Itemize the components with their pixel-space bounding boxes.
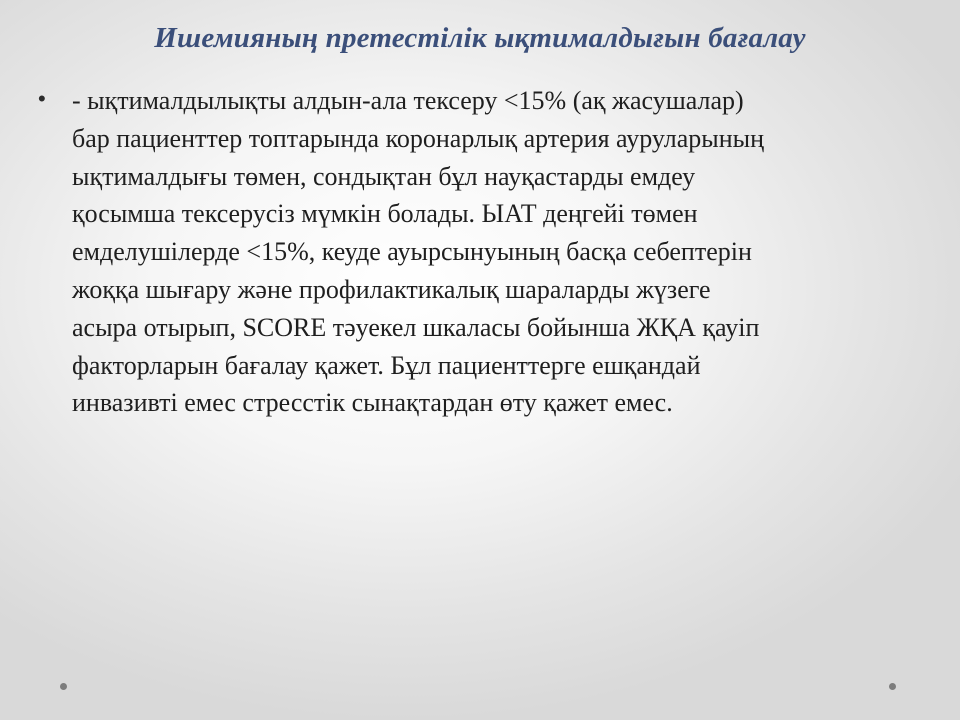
bullet-item — [38, 86, 918, 422]
bullet-line: - ықтималдылықты алдын-ала тексеру <15% (ақ жасушалар) — [72, 86, 744, 115]
decor-dot-icon — [60, 683, 67, 690]
slide-title: Ишемияның претестілік ықтималдығын бағалау — [154, 22, 806, 54]
decor-dot-icon — [889, 683, 896, 690]
bullet-line: жоққа шығару және профилактикалық шараларды жүзеге — [72, 274, 711, 304]
bullet-line: бар пациенттер топтарында коронарлық артерия ауруларының — [72, 123, 765, 153]
bullet-line: инвазивті емес стресстік сынақтардан өту қажет емес. — [72, 388, 673, 418]
bullet-dot-icon: • — [38, 86, 46, 111]
bullet-list — [38, 86, 918, 422]
bullet-line: қосымша тексерусіз мүмкін болады. ЫАТ деңгейі төмен — [72, 199, 698, 229]
bullet-line: факторларын бағалау қажет. Бұл пациенттерге ешқандай — [72, 350, 701, 380]
bullet-line: асыра отырып, SCORE тәуекел шкаласы бойынша ЖҚА қауіп — [72, 312, 760, 342]
bullet-line: емделушілерде <15%, кеуде ауырсынуының басқа себептерін — [72, 237, 752, 267]
bullet-paragraph — [72, 82, 918, 422]
bullet-line: ықтималдығы төмен, сондықтан бұл науқастарды емдеу — [72, 161, 696, 191]
